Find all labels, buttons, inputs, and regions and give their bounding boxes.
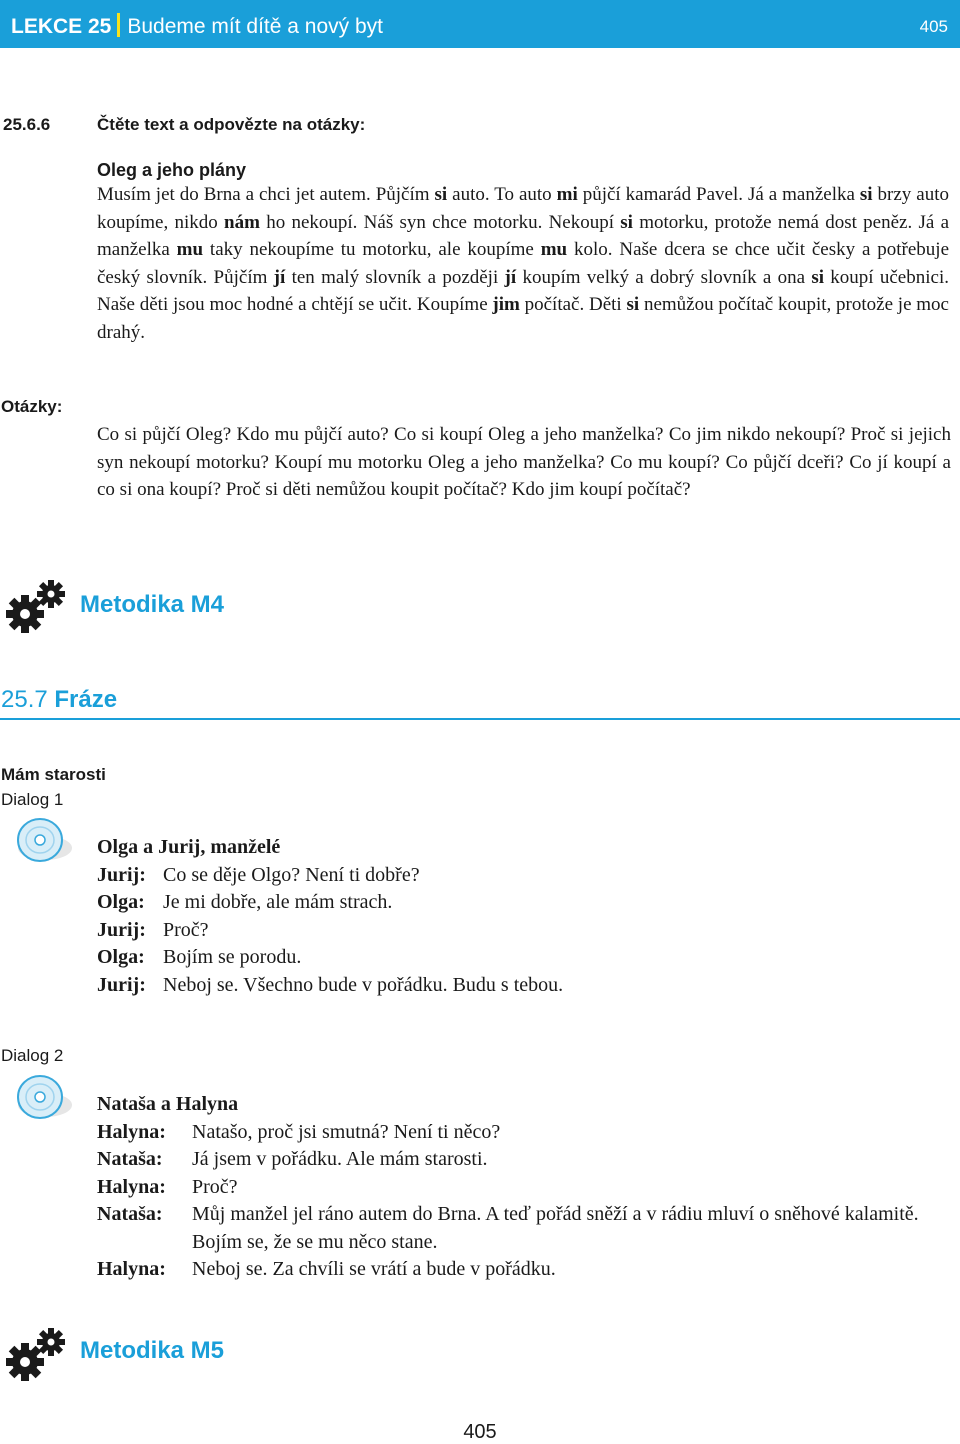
story-emphasis: si — [620, 211, 633, 233]
dialog2 — [97, 1091, 947, 1284]
story-segment: počítač. Děti — [519, 294, 627, 315]
story-segment: brzy auto koupíme, nikdo — [97, 184, 949, 233]
subheading: Mám starosti — [1, 765, 106, 784]
speaker: Nataša: — [97, 1203, 163, 1225]
story-emphasis: mu — [176, 239, 204, 260]
dialog-line — [97, 1174, 947, 1202]
utterance: Proč? — [163, 918, 209, 941]
utterance: Natašo, proč jsi smutná? Není ti něco? — [192, 1120, 501, 1143]
exercise-instruction: Čtěte text a odpovězte na otázky: — [97, 115, 366, 134]
dialog-line — [97, 972, 563, 1000]
dialog-line — [97, 1201, 947, 1256]
utterance: Já jsem v pořádku. Ale mám starosti. — [192, 1148, 488, 1170]
audio-cd-icon[interactable] — [12, 816, 74, 866]
speaker: Halyna: — [97, 1258, 166, 1280]
story-segment: auto. To auto — [447, 184, 557, 205]
utterance: Neboj se. Za chvíli se vrátí a bude v pořádku. — [192, 1258, 556, 1280]
dialog-line — [97, 917, 563, 945]
speaker: Olga: — [97, 891, 145, 913]
story-emphasis: jí — [504, 266, 517, 288]
story-segment: koupí učebnici. Naše děti jsou moc hodné a chtějí se učit. Koupíme — [97, 266, 949, 315]
story-emphasis: nám — [224, 211, 260, 233]
audio-cd-icon[interactable] — [12, 1073, 74, 1123]
story-segment: kolo. Naše dcera se chce učit česky a potřebuje český slovník. Půjčím — [97, 239, 949, 288]
dialog-line — [97, 944, 563, 972]
section-title: Fráze — [54, 686, 118, 713]
utterance: Můj manžel jel ráno autem do Brna. A teď pořád sněží a v rádiu mluví o sněhové kalamitě. Bojím se, že se mu něco stane. — [192, 1203, 919, 1253]
story-segment: nemůžou počítač koupit, protože je moc drahý. — [97, 294, 949, 343]
story-emphasis: jí — [273, 266, 286, 288]
story-emphasis: si — [626, 294, 640, 315]
speaker: Halyna: — [97, 1175, 166, 1198]
header-title — [11, 13, 383, 39]
dialog-line — [97, 1119, 947, 1147]
section-heading — [1, 686, 117, 714]
questions-label: Otázky: — [1, 397, 63, 416]
metodika-m5-link[interactable]: Metodika M5 — [80, 1337, 225, 1364]
story-segment: ten malý slovník a později — [285, 266, 505, 288]
utterance: Bojím se porodu. — [163, 946, 302, 968]
header-separator — [117, 13, 120, 37]
section-divider — [0, 718, 960, 720]
dialog2-label: Dialog 2 — [1, 1046, 64, 1065]
story-emphasis: si — [811, 266, 825, 288]
utterance: Neboj se. Všechno bude v pořádku. Budu s tebou. — [163, 973, 564, 996]
story-segment: ho nekoupí. Náš syn chce motorku. Nekoupí — [259, 211, 621, 233]
metodika-m4-link[interactable]: Metodika M4 — [80, 591, 225, 618]
header-page-number: 405 — [919, 17, 948, 36]
speaker: Jurij: — [97, 863, 146, 886]
dialog-line — [97, 1256, 947, 1284]
story-title: Oleg a jeho plány — [97, 160, 247, 180]
dialog1-lines — [97, 862, 563, 1000]
utterance: Proč? — [192, 1175, 238, 1198]
story-emphasis: mu — [540, 239, 568, 260]
speaker: Nataša: — [97, 1148, 163, 1170]
questions-text: Co si půjčí Oleg? Kdo mu půjčí auto? Co si koupí Oleg a jeho manželka? Co jim nikdo nekoupí? Proč si jejich syn nekoupí motorku? Koupí mu motorku Oleg a jeho manželka? Co mu koupí? Co půjčí dceři? Co jí koupí a co si ona koupí? Proč si děti nemůžou koupit počítač? Kdo jim koupí počítač? — [97, 424, 951, 500]
dialog-line — [97, 862, 563, 890]
speaker: Jurij: — [97, 973, 146, 996]
dialog2-lines — [97, 1119, 947, 1284]
dialog1 — [97, 834, 563, 999]
dialog1-heading: Olga a Jurij, manželé — [97, 836, 281, 858]
gears-icon — [3, 578, 69, 636]
story-emphasis: mi — [556, 184, 578, 205]
story-text — [97, 181, 949, 346]
story-emphasis: jim — [492, 294, 520, 315]
dialog-line — [97, 1146, 947, 1174]
story-segment: motorku, protože nemá dost peněz. Já a manželka — [97, 211, 949, 260]
exercise-number: 25.6.6 — [3, 115, 51, 134]
dialog2-heading: Nataša a Halyna — [97, 1093, 239, 1115]
speaker: Olga: — [97, 946, 145, 968]
lesson-title: Budeme mít dítě a nový byt — [127, 15, 384, 38]
dialog-line — [97, 889, 563, 917]
speaker: Jurij: — [97, 918, 146, 941]
story-emphasis: si — [859, 184, 873, 205]
story-emphasis: si — [434, 184, 448, 205]
section-number: 25.7 — [1, 686, 48, 713]
story-segment: půjčí kamarád Pavel. Já a manželka — [577, 184, 860, 205]
lesson-label: LEKCE 25 — [11, 15, 112, 38]
dialog1-label: Dialog 1 — [1, 790, 64, 809]
footer-page-number: 405 — [463, 1421, 497, 1443]
gears-icon — [3, 1326, 69, 1384]
speaker: Halyna: — [97, 1120, 166, 1143]
story-segment: koupím velký a dobrý slovník a ona — [516, 266, 812, 288]
utterance: Co se děje Olgo? Není ti dobře? — [163, 863, 420, 886]
story-segment: taky nekoupíme tu motorku, ale koupíme — [203, 239, 541, 260]
utterance: Je mi dobře, ale mám strach. — [163, 891, 393, 913]
story-segment: Musím jet do Brna a chci jet autem. Půjčím — [97, 184, 435, 205]
page-header — [0, 0, 960, 48]
